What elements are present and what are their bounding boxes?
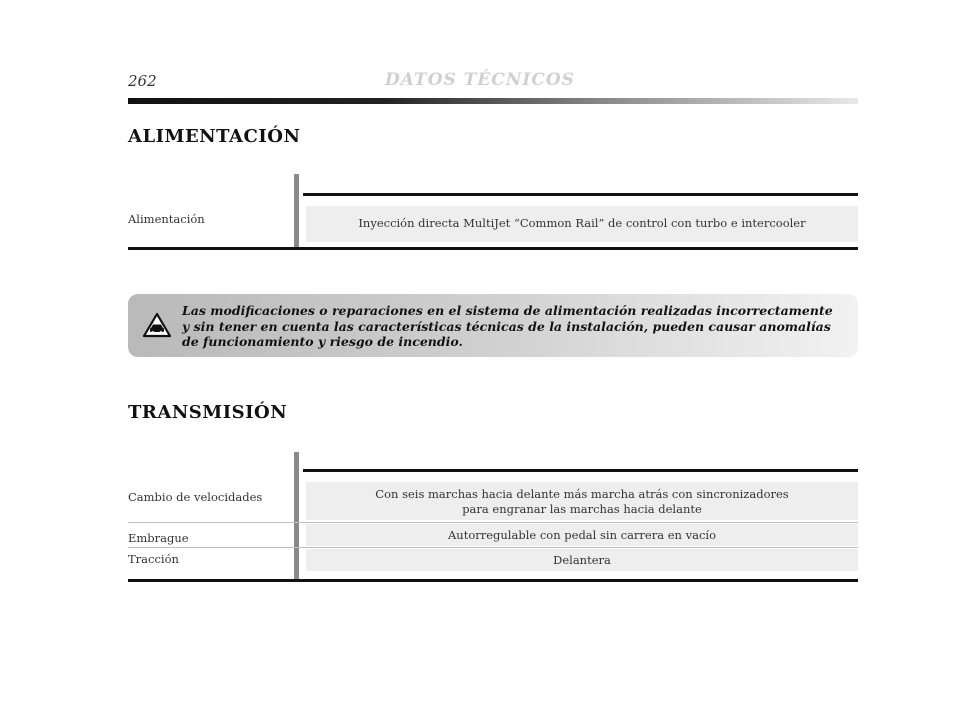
table-vertical-bar xyxy=(294,452,299,581)
row-label-traccion: Tracción xyxy=(128,552,179,566)
warning-triangle-icon xyxy=(142,312,172,338)
row-value-traccion: Delantera xyxy=(306,549,858,571)
row-value-alimentacion: Inyección directa MultiJet “Common Rail” de control con turbo e intercooler xyxy=(306,206,858,242)
row-label-alimentacion: Alimentación xyxy=(128,212,205,226)
row-value-embrague: Autorregulable con pedal sin carrera en vacío xyxy=(306,524,858,546)
table-vertical-bar xyxy=(294,174,299,248)
row-label-embrague: Embrague xyxy=(128,531,189,545)
section-title-transmision: TRANSMISIÓN xyxy=(128,402,288,423)
transmision-table xyxy=(128,452,858,584)
header-rule xyxy=(128,98,858,104)
running-title: DATOS TÉCNICOS xyxy=(385,70,575,90)
section-title-alimentacion: ALIMENTACIÓN xyxy=(128,126,301,147)
row-label-cambio: Cambio de velocidades xyxy=(128,490,263,504)
table-top-rule xyxy=(303,193,858,196)
warning-text: Las modificaciones o reparaciones en el sistema de alimentación realizadas incorrectamente y sin tener en cuenta las características técnicas de la instalación, pueden causar anomalías de funcionamiento y riesgo de incendio. xyxy=(182,303,833,349)
row-value-cambio-line2: para engranar las marchas hacia delante xyxy=(462,502,702,516)
page-number: 262 xyxy=(128,72,157,90)
row-value-cambio xyxy=(306,482,858,520)
alimentacion-table xyxy=(128,174,858,250)
row-separator xyxy=(128,547,858,548)
table-top-rule xyxy=(303,469,858,472)
table-bottom-rule xyxy=(128,247,858,250)
row-value-cambio-line1: Con seis marchas hacia delante más marcha atrás con sincronizadores xyxy=(375,487,789,501)
row-separator xyxy=(128,522,858,523)
table-bottom-rule xyxy=(128,579,858,582)
warning-box xyxy=(128,294,858,357)
